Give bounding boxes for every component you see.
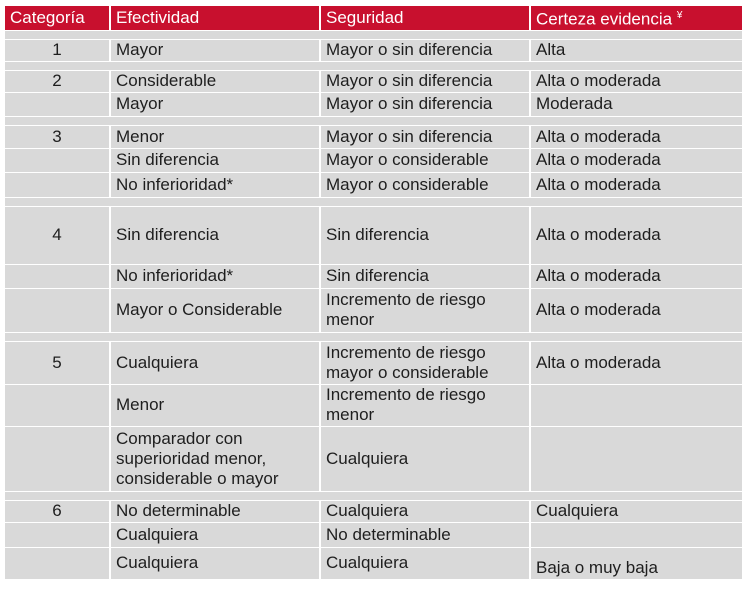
certeza-cell: Alta o moderada xyxy=(530,264,742,288)
spacer xyxy=(5,332,742,341)
seguridad-cell: Sin diferencia xyxy=(320,206,530,264)
seguridad-cell: Incremento de riesgo mayor o considerable xyxy=(320,341,530,384)
categoria-cell: 2 xyxy=(5,70,110,92)
seguridad-cell: Mayor o considerable xyxy=(320,148,530,172)
yen-footnote-mark: ¥ xyxy=(676,10,683,21)
spacer xyxy=(5,116,742,125)
table-row xyxy=(5,384,742,426)
table-row xyxy=(5,500,742,522)
certeza-cell: Alta o moderada xyxy=(530,206,742,264)
categoria-cell: 5 xyxy=(5,341,110,384)
table-row xyxy=(5,39,742,61)
efectividad-cell: No determinable xyxy=(110,500,320,522)
header-efectividad: Efectividad xyxy=(110,6,320,30)
efectividad-cell: Menor xyxy=(110,384,320,426)
categoria-cell xyxy=(5,384,110,426)
certeza-cell: Alta o moderada xyxy=(530,288,742,332)
efectividad-cell: No inferioridad* xyxy=(110,172,320,197)
seguridad-cell: Incremento de riesgo menor xyxy=(320,288,530,332)
seguridad-cell: Sin diferencia xyxy=(320,264,530,288)
seguridad-cell: Mayor o considerable xyxy=(320,172,530,197)
header-certeza: Certeza evidencia ¥ xyxy=(530,6,742,30)
categoria-cell: 1 xyxy=(5,39,110,61)
categoria-cell xyxy=(5,92,110,116)
table-row xyxy=(5,148,742,172)
category-table xyxy=(5,6,742,580)
certeza-cell: Baja o muy baja xyxy=(530,547,742,579)
categoria-cell xyxy=(5,288,110,332)
spacer xyxy=(5,30,742,39)
certeza-cell xyxy=(530,522,742,547)
categoria-cell xyxy=(5,547,110,579)
seguridad-cell: No determinable xyxy=(320,522,530,547)
categoria-cell: 4 xyxy=(5,206,110,264)
table-row xyxy=(5,92,742,116)
seguridad-cell: Cualquiera xyxy=(320,426,530,491)
table-row xyxy=(5,288,742,332)
efectividad-cell: Cualquiera xyxy=(110,341,320,384)
efectividad-cell: Cualquiera xyxy=(110,547,320,579)
efectividad-cell: Comparador con superioridad menor, considerable o mayor xyxy=(110,426,320,491)
spacer-row xyxy=(5,61,742,70)
efectividad-cell: Cualquiera xyxy=(110,522,320,547)
seguridad-cell: Cualquiera xyxy=(320,547,530,579)
spacer-row xyxy=(5,116,742,125)
categoria-cell: 3 xyxy=(5,125,110,148)
seguridad-cell: Mayor o sin diferencia xyxy=(320,125,530,148)
spacer xyxy=(5,61,742,70)
table-row xyxy=(5,172,742,197)
categoria-cell: 6 xyxy=(5,500,110,522)
spacer xyxy=(5,197,742,206)
spacer-row xyxy=(5,332,742,341)
spacer-row xyxy=(5,491,742,500)
categoria-cell xyxy=(5,522,110,547)
certeza-cell xyxy=(530,384,742,426)
certeza-cell: Alta o moderada xyxy=(530,148,742,172)
efectividad-cell: Sin diferencia xyxy=(110,148,320,172)
categoria-cell xyxy=(5,148,110,172)
certeza-cell: Alta xyxy=(530,39,742,61)
efectividad-cell: Mayor xyxy=(110,92,320,116)
certeza-cell: Alta o moderada xyxy=(530,341,742,384)
categoria-cell xyxy=(5,426,110,491)
spacer-row xyxy=(5,197,742,206)
header-seguridad: Seguridad xyxy=(320,6,530,30)
certeza-cell: Alta o moderada xyxy=(530,172,742,197)
certeza-cell: Cualquiera xyxy=(530,500,742,522)
spacer-row xyxy=(5,30,742,39)
categoria-cell xyxy=(5,172,110,197)
categoria-cell xyxy=(5,264,110,288)
table-row xyxy=(5,341,742,384)
seguridad-cell: Mayor o sin diferencia xyxy=(320,39,530,61)
efectividad-cell: Mayor xyxy=(110,39,320,61)
seguridad-cell: Cualquiera xyxy=(320,500,530,522)
table-row xyxy=(5,547,742,579)
spacer xyxy=(5,491,742,500)
efectividad-cell: Menor xyxy=(110,125,320,148)
efectividad-cell: No inferioridad* xyxy=(110,264,320,288)
certeza-cell: Alta o moderada xyxy=(530,125,742,148)
certeza-cell: Moderada xyxy=(530,92,742,116)
certeza-cell: Alta o moderada xyxy=(530,70,742,92)
table-row xyxy=(5,522,742,547)
seguridad-cell: Mayor o sin diferencia xyxy=(320,92,530,116)
seguridad-cell: Incremento de riesgo menor xyxy=(320,384,530,426)
certeza-cell xyxy=(530,426,742,491)
seguridad-cell: Mayor o sin diferencia xyxy=(320,70,530,92)
table-row xyxy=(5,206,742,264)
efectividad-cell: Sin diferencia xyxy=(110,206,320,264)
efectividad-cell: Considerable xyxy=(110,70,320,92)
efectividad-cell: Mayor o Considerable xyxy=(110,288,320,332)
header-categoria: Categoría xyxy=(5,6,110,30)
table-row xyxy=(5,125,742,148)
header-row xyxy=(5,6,742,30)
table-row xyxy=(5,264,742,288)
table-row xyxy=(5,70,742,92)
table-row xyxy=(5,426,742,491)
